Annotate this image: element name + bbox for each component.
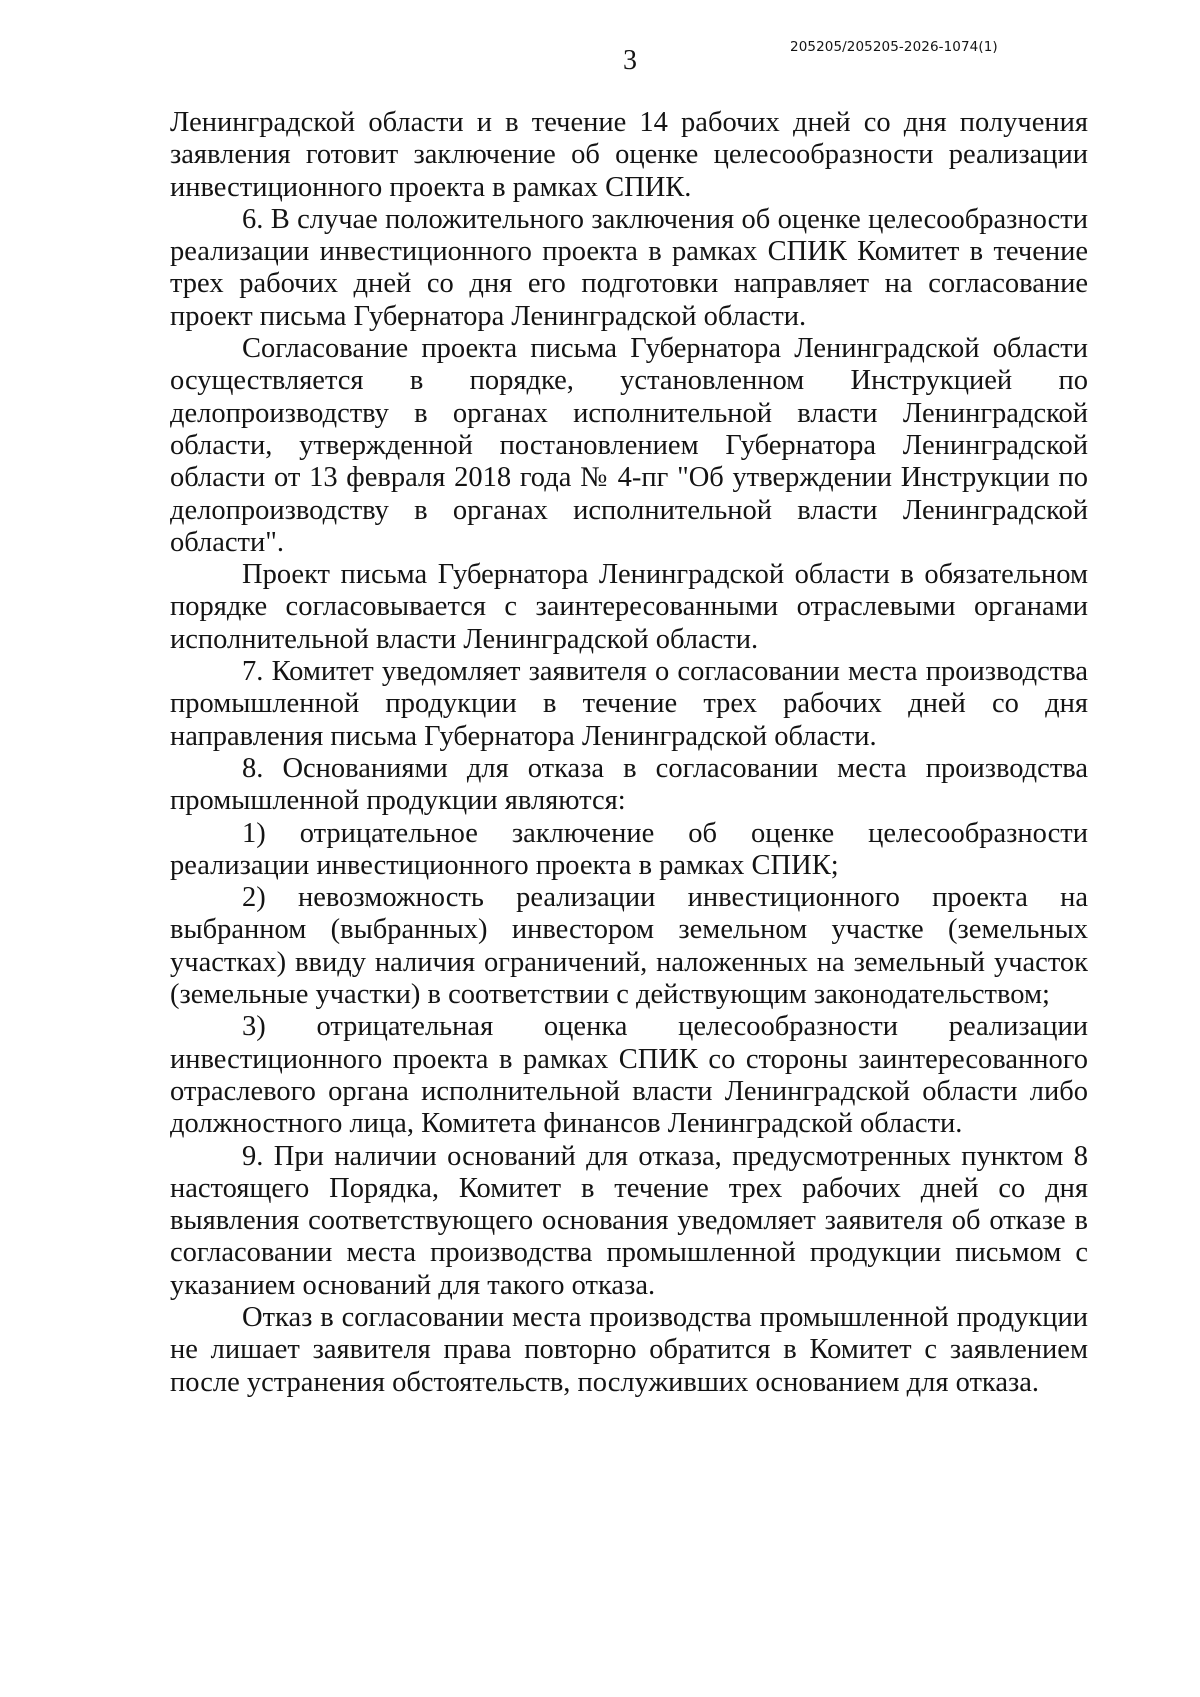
- paragraph-7: 7. Комитет уведомляет заявителя о согласовании места производства промышленной продукции в течение трех рабочих дней со дня направления письма Губернатора Ленинградской области.: [170, 656, 1088, 752]
- list-item-text: отрицательная оценка целесообразности реализации инвестиционного проекта в рамках СПИК со стороны заинтересованного отраслевого органа исполнительной власти Ленинградской области либо должностного лица, Комитета финансов Ленинградской области.: [170, 1011, 1089, 1140]
- page-number: 3: [623, 45, 637, 76]
- paragraph-continuation: Ленинградской области и в течение 14 рабочих дней со дня получения заявления готовит заключение об оценке целесообразности реализации инвестиционного проекта в рамках СПИК.: [170, 107, 1088, 203]
- list-item-3: [170, 1011, 1088, 1140]
- list-item-1: [170, 818, 1088, 883]
- paragraph-8: 8. Основаниями для отказа в согласовании места производства промышленной продукции являются:: [170, 752, 1088, 817]
- list-item-text: невозможность реализации инвестиционного проекта на выбранном (выбранных) инвестором земельном участке (земельных участках) ввиду наличия ограничений, наложенных на земельный участок (земельные участки) в соответствии с действующим законодательством;: [170, 882, 1088, 1011]
- paragraph-6: 6. В случае положительного заключения об оценке целесообразности реализации инвестиционного проекта в рамках СПИК Комитет в течение трех рабочих дней со дня его подготовки направляет на согласование проект письма Губернатора Ленинградской области.: [170, 203, 1088, 332]
- document-reference: 205205/205205-2026-1074(1): [790, 39, 998, 55]
- list-item-number: 1): [242, 817, 266, 849]
- list-item-2: [170, 882, 1088, 1011]
- paragraph-9: 9. При наличии оснований для отказа, предусмотренных пунктом 8 настоящего Порядка, Комитет в течение трех рабочих дней со дня выявления соответствующего основания уведомляет заявителя об отказе в согласовании места производства промышленной продукции письмом с указанием оснований для такого отказа.: [170, 1140, 1088, 1301]
- list-item-number: 3): [242, 1011, 266, 1043]
- list-item-text: отрицательное заключение об оценке целесообразности реализации инвестиционного проекта в рамках СПИК;: [170, 817, 1088, 881]
- paragraph-refusal-note: Отказ в согласовании места производства промышленной продукции не лишает заявителя права повторно обратится в Комитет с заявлением после устранения обстоятельств, послуживших основанием для отказа.: [170, 1301, 1088, 1398]
- document-body: [170, 107, 1088, 1399]
- paragraph-approval-procedure: Согласование проекта письма Губернатора Ленинградской области осуществляется в порядке, установленном Инструкцией по делопроизводству в органах исполнительной власти Ленинградской области, утвержденной постановлением Губернатора Ленинградской области от 13 февраля 2018 года № 4-пг "Об утверждении Инструкции по делопроизводству в органах исполнительной власти Ленинградской области".: [170, 333, 1088, 558]
- paragraph-draft-letter: Проект письма Губернатора Ленинградской области в обязательном порядке согласовывается с заинтересованными отраслевыми органами исполнительной власти Ленинградской области.: [170, 559, 1088, 655]
- list-item-number: 2): [242, 882, 266, 914]
